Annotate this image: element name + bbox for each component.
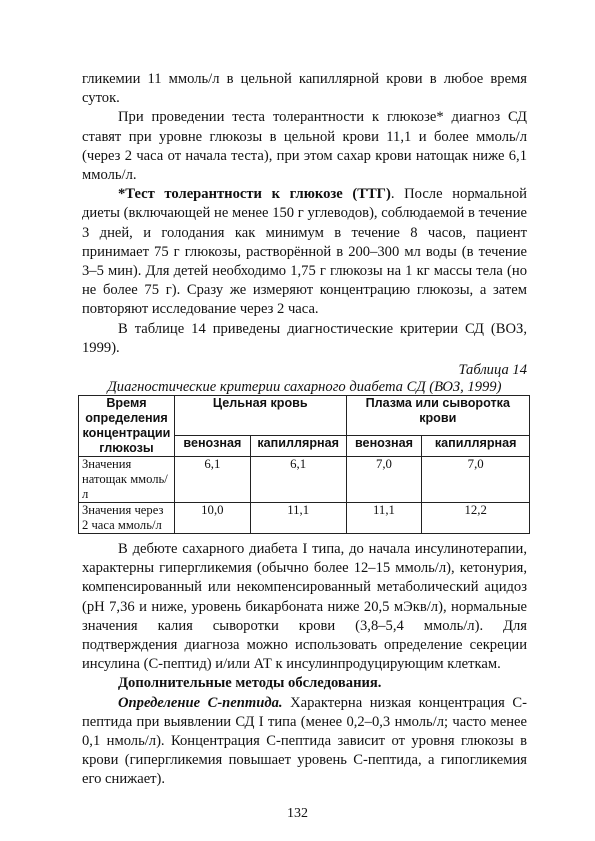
table-row <box>79 503 530 534</box>
table-header-row <box>79 396 530 436</box>
row-label: Значения натощак ммоль/л <box>79 457 175 503</box>
table-cell: 12,2 <box>422 503 530 534</box>
table-title: Диагностические критерии сахарного диабета СД (ВОЗ, 1999) <box>107 379 502 396</box>
subheader-venous: венозная <box>174 436 250 457</box>
paragraph-1: При проведении теста толерантности к глюкозе* диагноз СД ставят при уровне глюкозы в цельной крови 11,1 и более ммоль/л (через 2 часа от начала теста), при этом сахар крови натощак ниже 6,1 ммоль/л. <box>82 109 527 184</box>
paragraph-4: В дебюте сахарного диабета I типа, до начала инсулинотерапии, характерны гипергликемия (обычно более 12–15 ммоль/л), кетонурия, компенсированный или некомпенсированный метаболический ацидоз (рН 7,36 и ниже, уровень бикарбоната ниже 20,5 мЭкв/л), нормальные значения калия сыворотки крови (3,8–5,4 ммоль/л). Для подтверждения диагноза можно использовать определение секреции инсулина (С-пептид) и/или АТ к инсулинпродуцирующим клеткам. <box>82 541 527 673</box>
subheader-venous: венозная <box>346 436 422 457</box>
c-peptide-description: Характерна низкая концентрация С-пептида при выявлении СД I типа (менее 0,2–0,3 нмоль/л; часто менее 0,1 нмоль/л). Концентрация С-пептида зависит от уровня глюкозы в крови (гипергликемия повышает уровень С-пептида, а гипогликемия его снижает). <box>82 694 527 788</box>
subheader-capillary: капиллярная <box>250 436 346 457</box>
c-peptide-term: Определение С-пептида. <box>118 694 283 711</box>
page-body <box>82 70 527 790</box>
table-cell: 6,1 <box>174 457 250 503</box>
criteria-table <box>78 395 530 534</box>
row-label: Значения через 2 часа ммоль/л <box>79 503 175 534</box>
paragraph-3: В таблице 14 приведены диагностические критерии СД (ВОЗ, 1999). <box>82 320 527 356</box>
paragraph-6 <box>82 694 527 790</box>
paragraph-2 <box>82 185 527 319</box>
header-plasma: Плазма или сыворотка крови <box>346 396 529 436</box>
table-number: Таблица 14 <box>458 362 527 379</box>
table-row <box>79 457 530 503</box>
table-cell: 7,0 <box>422 457 530 503</box>
header-time: Время определения концентрации глюкозы <box>79 396 175 457</box>
section-heading: Дополнительные методы обследования. <box>118 675 382 692</box>
page-number: 132 <box>287 806 308 821</box>
subheader-capillary: капиллярная <box>422 436 530 457</box>
table-cell: 11,1 <box>346 503 422 534</box>
ttg-description: . После нормальной диеты (включающей не менее 150 г углеводов), соблюдаемой в течение 3 дней, и голодания как минимум в течение 8 часов, пациент принимает 75 г глюкозы, растворённой в 200–300 мл воды (в течение 3–5 мин). Для детей необходимо 1,75 г глюкозы на 1 кг массы тела (но не более 75 г). Сразу же измеряют концентрацию глюкозы, а затем повторяют исследование через 2 часа. <box>82 186 527 318</box>
table-cell: 11,1 <box>250 503 346 534</box>
table-cell: 7,0 <box>346 457 422 503</box>
ttg-term: *Тест толерантности к глюкозе (ТТГ) <box>118 186 391 203</box>
table-cell: 10,0 <box>174 503 250 534</box>
header-whole-blood: Цельная кровь <box>174 396 346 436</box>
table-cell: 6,1 <box>250 457 346 503</box>
paragraph-0: гликемии 11 ммоль/л в цельной капиллярной крови в любое время суток. <box>82 71 527 107</box>
